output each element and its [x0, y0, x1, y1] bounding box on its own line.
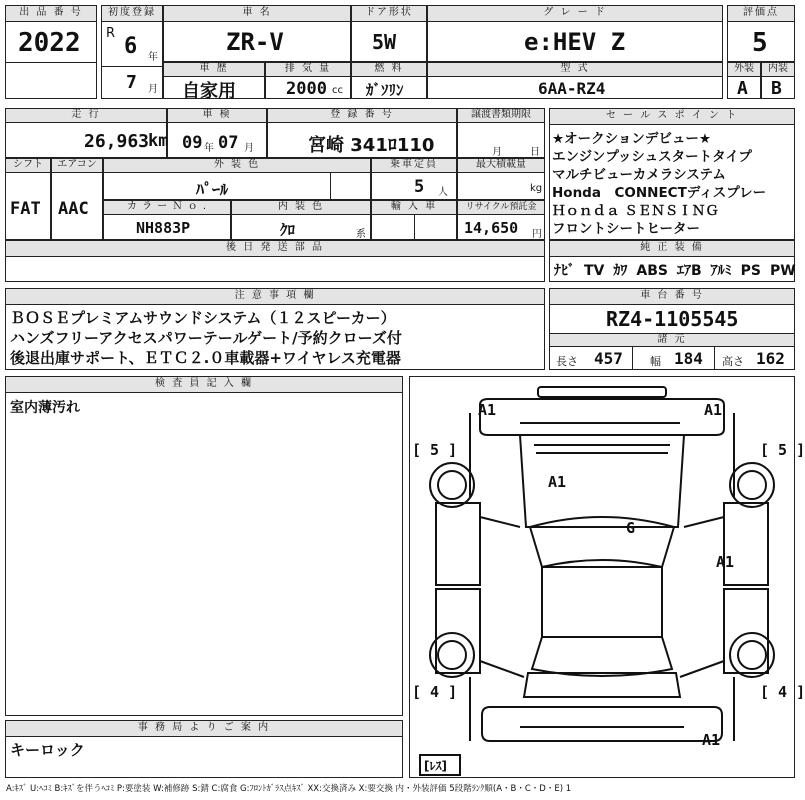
registration-label: 登 録 番 号	[268, 109, 456, 123]
car-name-box	[163, 5, 351, 62]
history-value: 自家用	[182, 81, 236, 102]
ext-color-label: 外 装 色	[104, 159, 370, 173]
transfer-day: 日	[530, 147, 540, 158]
equipment-item: PS	[740, 263, 761, 279]
sales-point-item: ★オークションデビュー★	[552, 131, 711, 147]
sales-point-item: Honda CONNECTディスプレー	[552, 185, 767, 201]
registration-box	[267, 108, 457, 158]
chassis-label: 車 台 番 号	[550, 289, 794, 305]
interior-grade-box	[761, 62, 795, 99]
aircon-box	[51, 158, 103, 240]
int-color-value: ｸﾛ	[280, 221, 296, 239]
windshield-outline	[530, 517, 674, 567]
later-parts-box	[5, 240, 545, 282]
tire-rear-right: [ 4 ]	[760, 683, 805, 701]
history-box	[163, 62, 265, 102]
chassis-box	[549, 288, 795, 370]
equipment-item: ｱﾙﾐ	[710, 263, 732, 279]
displacement-box	[265, 62, 351, 99]
note-line: 後退出庫サポート、ＥＴＣ２.０車載器+ワイヤレス充電器	[10, 349, 401, 367]
office-label: 事 務 局 よ り ご 案 内	[6, 721, 402, 737]
standard-equipment-label: 純 正 装 備	[550, 241, 794, 257]
fuel-box	[351, 62, 427, 99]
roof-outline	[542, 567, 662, 637]
displacement-unit: cc	[332, 85, 343, 96]
inspection-month: 07	[218, 133, 239, 153]
int-color-suffix: 系	[356, 229, 366, 240]
front-bumper-outline	[480, 399, 724, 435]
history-label: 車 歴	[164, 63, 264, 77]
lot-number: 2022	[18, 28, 81, 58]
capacity-box	[371, 158, 457, 200]
max-load-label: 最大積載量	[458, 159, 544, 173]
color-no-label: カ ラ ー Ｎ ｏ .	[104, 201, 230, 215]
sales-point-item: フロントシートヒーター	[552, 221, 700, 237]
mark-right-side: A1	[716, 553, 735, 571]
registration-number: 宮崎 341ﾛ110	[308, 135, 435, 156]
equipment-item: ｶﾜ	[613, 263, 628, 279]
model-box	[427, 62, 723, 99]
int-color-label: 内 装 色	[232, 201, 370, 215]
inspection-box	[167, 108, 267, 158]
transfer-label: 譲渡書類期限	[458, 109, 544, 123]
displacement-value: 2000	[286, 79, 327, 99]
door-type: 5W	[372, 30, 397, 54]
lot-number-label: 出 品 番 号	[6, 6, 96, 22]
aircon-label: エアコン	[52, 159, 102, 173]
int-color-box	[231, 200, 371, 240]
recycle-unit: 円	[532, 229, 542, 240]
mark-rear: A1	[702, 731, 721, 749]
sales-point-item: エンジンプッシュスタートタイプ	[552, 149, 752, 165]
chassis-number: RZ4-1105545	[606, 307, 739, 331]
wheel-front-left	[430, 463, 474, 507]
mileage-unit: km	[148, 131, 169, 151]
mark-windshield: G	[626, 519, 636, 537]
damage-diagram	[409, 376, 805, 778]
equipment-item: TV	[584, 263, 605, 279]
equipment-item: ﾅﾋﾞ	[554, 263, 575, 279]
height-label: 高さ	[722, 355, 744, 368]
grade-label: グ レ ー ド	[428, 6, 722, 22]
model-value: 6AA-RZ4	[538, 79, 606, 98]
capacity-value: 5	[414, 177, 425, 197]
equipment-item: PW	[770, 263, 796, 279]
era-mark: R	[106, 26, 116, 41]
inspector-note: 室内薄汚れ	[10, 400, 80, 416]
door-label: ドア形状	[352, 6, 426, 22]
inspection-year: 09	[182, 133, 203, 153]
shift-value: FAT	[10, 199, 41, 219]
spare-tire-mark: [ﾚｽ]	[424, 759, 447, 773]
mileage-label: 走 行	[6, 109, 166, 123]
max-load-unit: kg	[530, 183, 543, 194]
import-box	[371, 200, 457, 240]
exterior-label: 外装	[728, 63, 760, 77]
sales-point-item: マルチビューカメラシステム	[552, 167, 726, 183]
tire-rear-left: [ 4 ]	[412, 683, 458, 701]
exterior-grade: A	[737, 78, 748, 99]
tire-front-left: [ 5 ]	[412, 441, 458, 459]
office-note: キーロック	[10, 741, 85, 759]
month-unit: 月	[148, 84, 158, 95]
shift-box	[5, 158, 51, 240]
registration-month: 7	[126, 72, 137, 93]
dimensions-label: 諸 元	[550, 333, 794, 347]
car-outline-diagram	[410, 377, 794, 777]
recycle-label: リサイクル預託金	[458, 201, 544, 215]
height-value: 162	[756, 349, 785, 368]
inspector-label: 検 査 員 記 入 欄	[6, 377, 402, 393]
max-load-box	[457, 158, 545, 200]
mark-front-right: A1	[704, 401, 723, 419]
front-grille	[538, 387, 666, 397]
capacity-unit: 人	[438, 187, 448, 198]
note-line: ＢＯＳＥプレミアムサウンドシステム（１２スピーカー）	[10, 309, 396, 327]
year-unit: 年	[148, 52, 158, 63]
registration-year: 6	[124, 34, 138, 59]
shift-label: シフト	[6, 159, 50, 173]
legend: A:ｷｽﾞ U:ﾍｺﾐ B:ｷｽﾞを伴うﾍｺﾐ P:要塗装 W:補修跡 S:錆 C:腐食 G:ﾌﾛﾝﾄｶﾞﾗｽ点ｷｽﾞ XX:交換済み X:要交換 内・外装評価 5段階ﾗﾝｸ順(A・B・C・D・E) 1	[6, 784, 572, 794]
inspection-month-unit: 月	[244, 143, 254, 154]
inspection-year-unit: 年	[204, 143, 214, 154]
later-parts-label: 後 日 発 送 部 品	[6, 241, 544, 257]
standard-equipment-box	[549, 240, 795, 282]
tire-front-right: [ 5 ]	[760, 441, 805, 459]
score-value: 5	[752, 28, 768, 58]
capacity-label: 乗車定員	[372, 159, 456, 173]
wheel-front-right	[730, 463, 774, 507]
rear-bumper-outline	[482, 707, 722, 741]
import-label: 輸 入 車	[372, 201, 456, 215]
color-no-box	[103, 200, 231, 240]
mileage-value: 26,963	[84, 131, 150, 152]
displacement-label: 排 気 量	[266, 63, 350, 77]
aircon-value: AAC	[58, 199, 89, 219]
car-name-label: 車 名	[164, 6, 350, 22]
mileage-box	[5, 108, 167, 158]
notes-label: 注 意 事 項 欄	[6, 289, 544, 305]
interior-label: 内装	[762, 63, 794, 77]
transfer-box	[457, 108, 545, 158]
grade-box	[427, 5, 723, 62]
door-box	[351, 5, 427, 62]
inspection-label: 車 検	[168, 109, 266, 123]
rear-window-outline	[532, 637, 672, 676]
sales-point-item: Ｈｏｎｄａ ＳＥＮＳＩＮＧ	[552, 203, 719, 219]
first-registration-label: 初度登録	[102, 6, 162, 22]
width-value: 184	[674, 349, 703, 368]
notes-box	[5, 288, 545, 370]
mark-hood: A1	[548, 473, 567, 491]
recycle-value: 14,650	[464, 219, 519, 237]
sales-points-box	[549, 108, 795, 240]
interior-grade: B	[771, 78, 782, 99]
width-label: 幅	[650, 355, 661, 368]
fuel-label: 燃 料	[352, 63, 426, 77]
note-line: ハンズフリーアクセスパワーテールゲート/予約クローズ付	[10, 329, 402, 347]
left-front-door	[436, 503, 480, 585]
mark-front-left: A1	[478, 401, 497, 419]
model-label: 型 式	[428, 63, 722, 77]
car-name: ZR-V	[226, 28, 284, 56]
hood-outline	[520, 435, 684, 527]
color-no-value: NH883P	[136, 219, 191, 237]
exterior-grade-box	[727, 62, 761, 99]
equipment-item: ｴｱB	[676, 263, 702, 279]
length-label: 長さ	[556, 355, 578, 368]
office-box	[5, 720, 403, 778]
sales-points-label: セ ー ル ス ポ イ ン ト	[550, 109, 794, 125]
inspector-box	[5, 376, 403, 716]
length-value: 457	[594, 349, 623, 368]
lot-number-box	[5, 5, 97, 99]
grade-value: e:HEV Z	[524, 28, 626, 56]
score-box	[727, 5, 795, 62]
right-front-door	[724, 503, 768, 585]
fuel-value: ｶﾞｿﾘﾝ	[366, 81, 404, 99]
equipment-item: ABS	[636, 263, 668, 279]
recycle-box	[457, 200, 545, 240]
transfer-month: 月	[492, 147, 502, 158]
first-registration-box	[101, 5, 163, 99]
ext-color-box	[103, 158, 371, 200]
ext-color-value: ﾊﾟｰﾙ	[196, 180, 229, 199]
score-label: 評価点	[728, 6, 794, 22]
